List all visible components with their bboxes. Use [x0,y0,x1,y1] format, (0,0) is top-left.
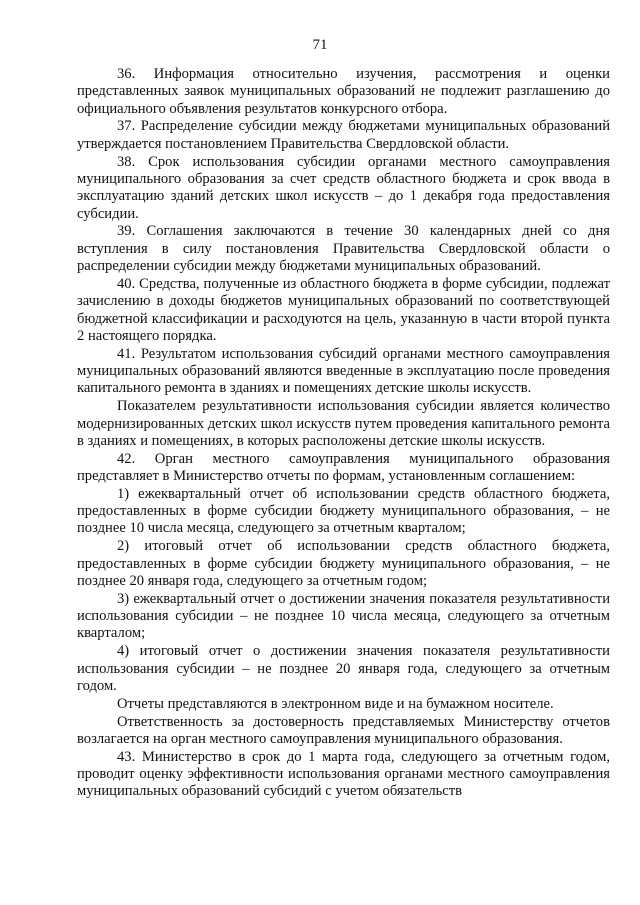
paragraph-38: 38. Срок использования субсидии органами местного самоуправления муниципального образования за счет средств областного бюджета и срок ввода в эксплуатацию зданий детских школ искусств – до 1 декабря года предоставления субсидии. [77,153,610,222]
paragraph-41: 41. Результатом использования субсидий органами местного самоуправления муниципальных образований являются введенные в эксплуатацию после проведения капитального ремонта в зданиях и помещениях детские школы искусств. [77,345,610,397]
list-item-4: 4) итоговый отчет о достижении значения показателя результативности использования субсидии – не позднее 20 января года, следующего за отчетным годом. [77,643,610,694]
list-item-2: 2) итоговый отчет об использовании средств областного бюджета, предоставленных в форме субсидии бюджету муниципального образования, – не позднее 20 января года, следующего за отчетным годом; [77,538,610,589]
paragraph-43: 43. Министерство в срок до 1 марта года, следующего за отчетным годом, проводит оценку эффективности использования органами местного самоуправления муниципальных образований субсидий с учетом обязательств [77,748,610,800]
paragraph-responsibility: Ответственность за достоверность представляемых Министерству отчетов возлагается на орган местного самоуправления муниципального образования. [77,713,610,747]
paragraph-41-indicator: Показателем результативности использования субсидии является количество модернизированных детских школ искусств путем проведения капитального ремонта в зданиях и помещениях, в которых расположены детские школы искусств. [77,398,610,449]
paragraph-39: 39. Соглашения заключаются в течение 30 календарных дней со дня вступления в силу постановления Правительства Свердловской области о распределении субсидии между бюджетами муниципальных образований. [77,223,610,275]
list-item-3: 3) ежеквартальный отчет о достижении значения показателя результативности использования субсидии – не позднее 10 числа месяца, следующего за отчетным кварталом; [77,590,610,642]
list-item-1: 1) ежеквартальный отчет об использовании средств областного бюджета, предоставленных в форме субсидии бюджету муниципального образования, – не позднее 10 числа месяца, следующего за отчетным кварталом; [77,485,610,537]
page-number: 71 [312,37,328,53]
paragraph-40: 40. Средства, полученные из областного бюджета в форме субсидии, подлежат зачислению в доходы бюджетов муниципальных образований по соответствующей бюджетной классификации и расходуются на цель, указанную в части второй пункта 2 настоящего порядка. [77,275,610,344]
paragraph-37: 37. Распределение субсидии между бюджетами муниципальных образований утверждается постановлением Правительства Свердловской области. [77,118,610,152]
paragraph-42: 42. Орган местного самоуправления муниципального образования представляет в Министерство отчеты по формам, установленным соглашением: [77,450,610,484]
paragraph-reports-format: Отчеты представляются в электронном виде и на бумажном носителе. [117,695,554,712]
paragraph-36: 36. Информация относительно изучения, рассмотрения и оценки представленных заявок муниципальных образований не подлежит разглашению до официального объявления результатов конкурсного отбора. [77,66,610,117]
document-body [77,66,610,801]
